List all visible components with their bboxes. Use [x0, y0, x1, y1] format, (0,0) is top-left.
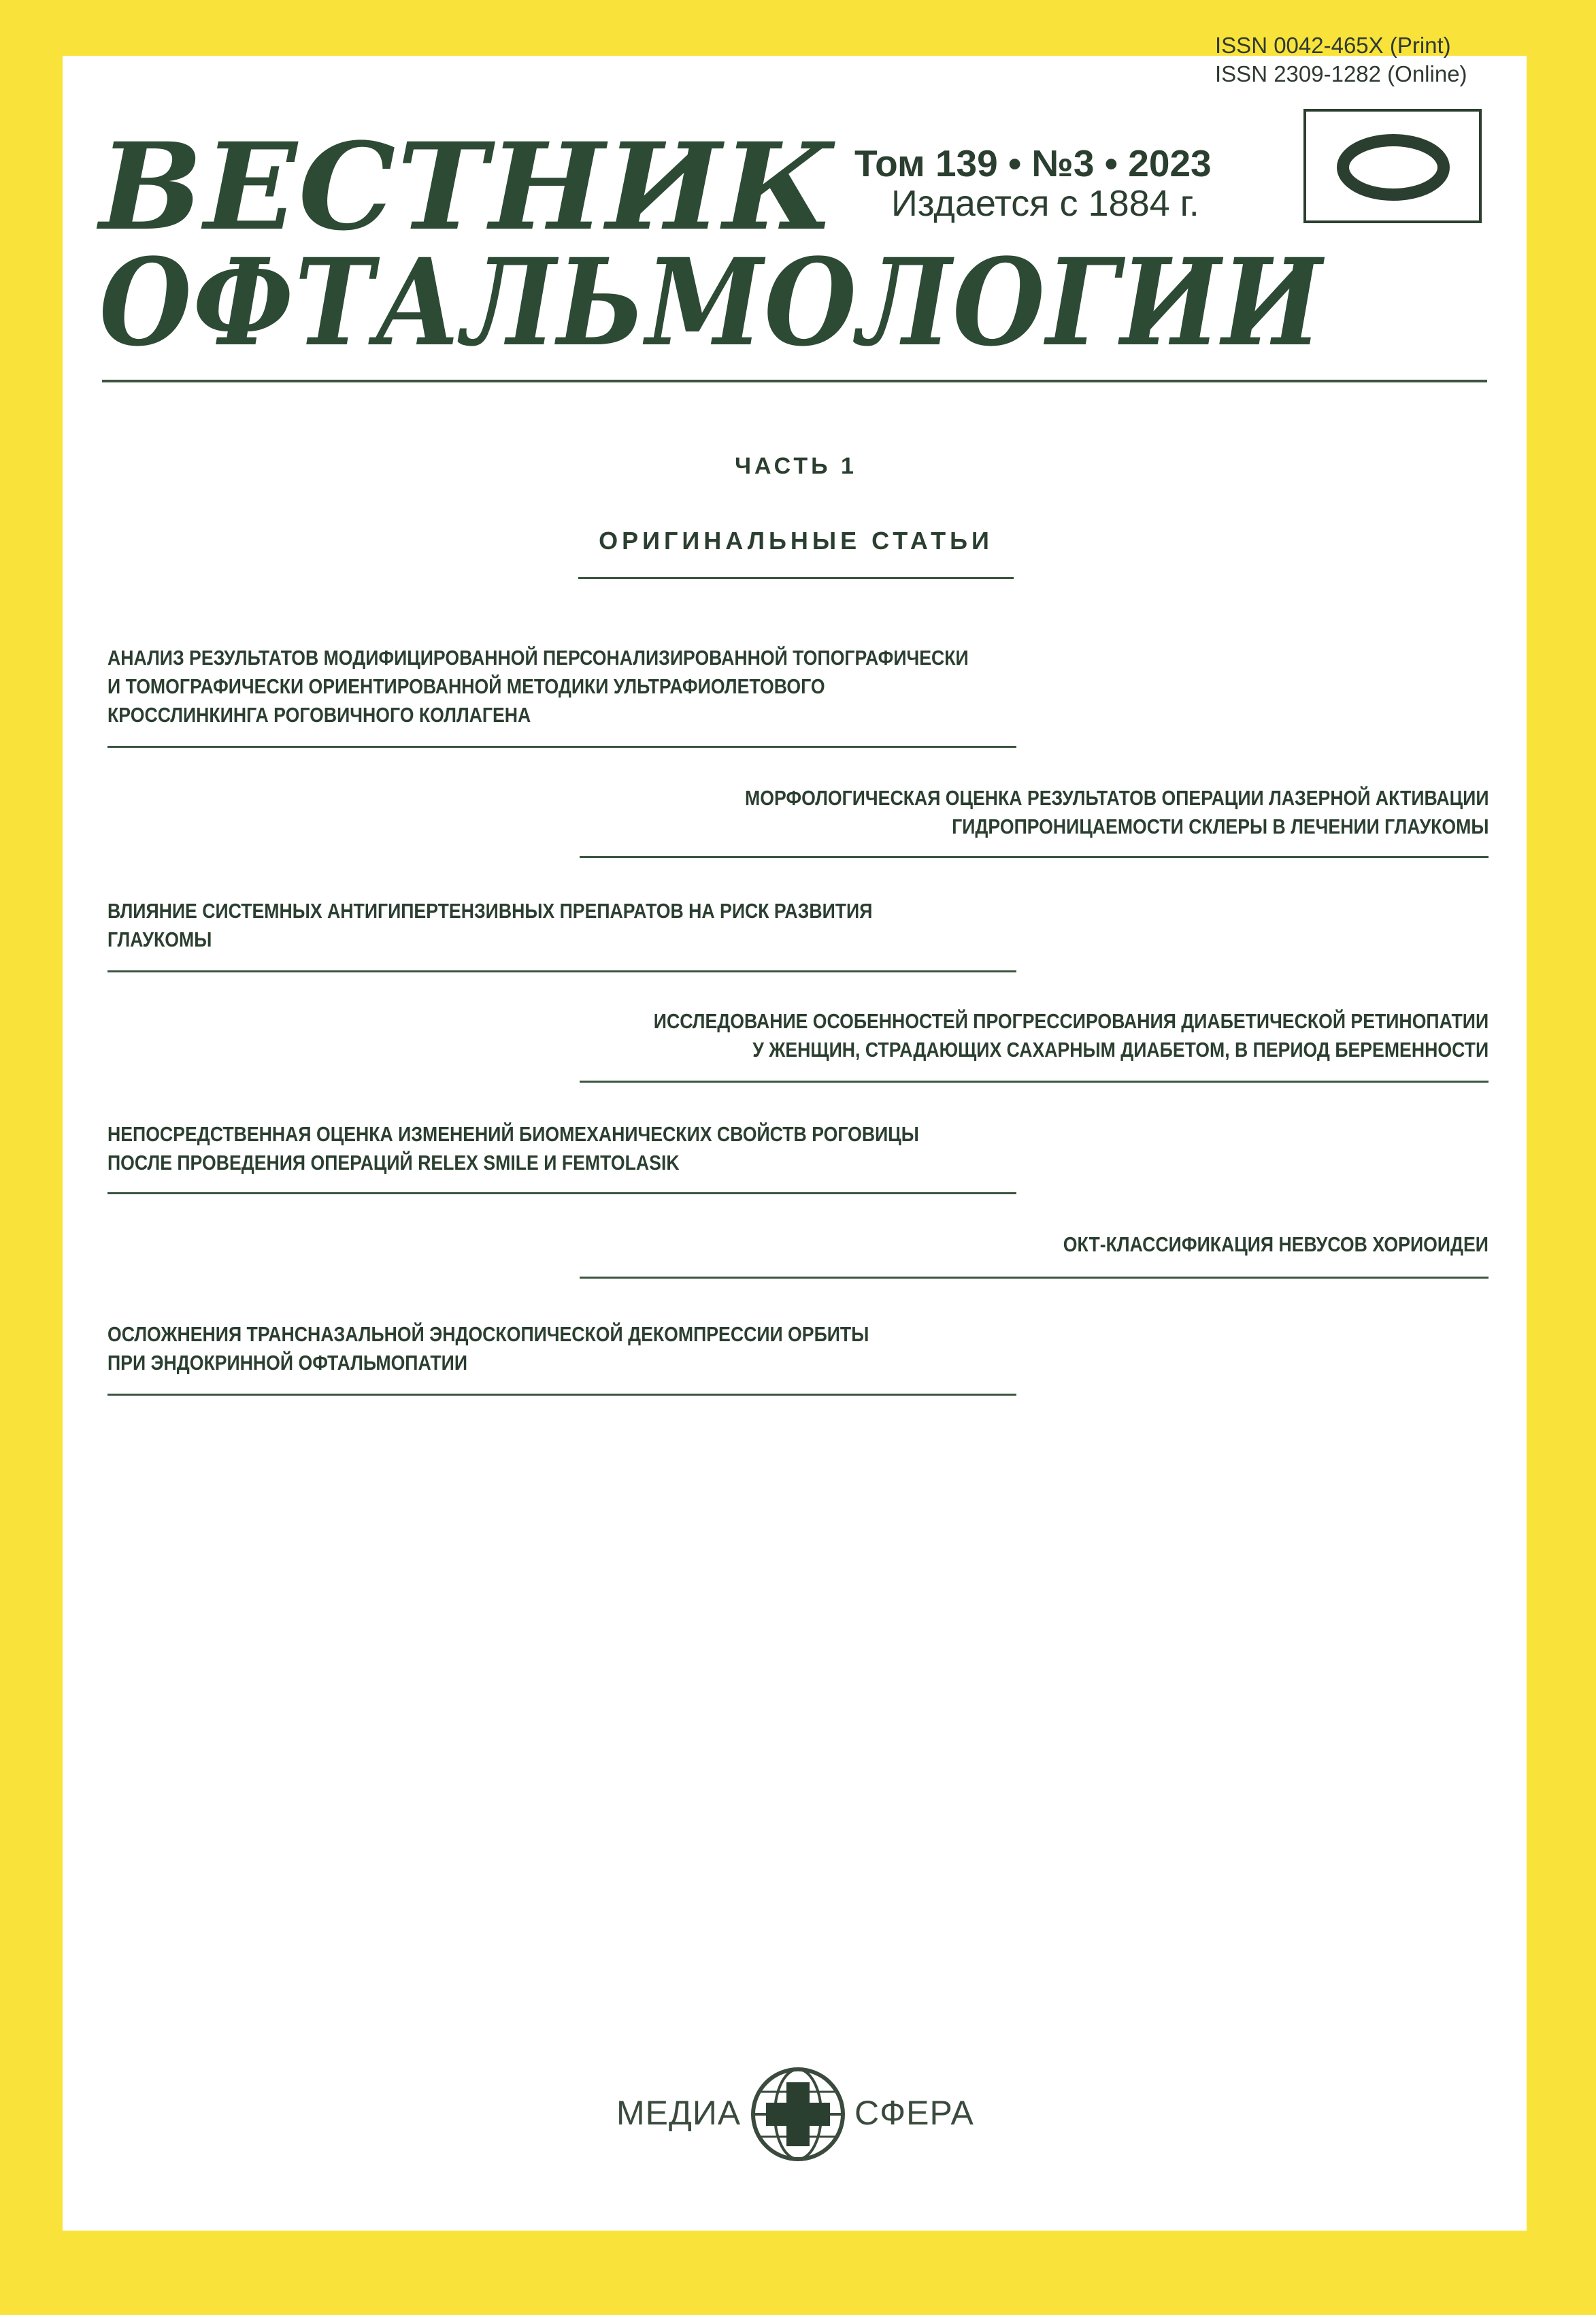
article-title-line: ПОСЛЕ ПРОВЕДЕНИЯ ОПЕРАЦИЙ RELEX SMILE И FEMTOLASIK [107, 1151, 680, 1175]
article-title-line: ИССЛЕДОВАНИЕ ОСОБЕННОСТЕЙ ПРОГРЕССИРОВАНИЯ ДИАБЕТИЧЕСКОЙ РЕТИНОПАТИИ [653, 1009, 1489, 1033]
article-title [107, 1120, 919, 1177]
publisher-logo [616, 2063, 984, 2165]
section-heading: ОРИГИНАЛЬНЫЕ СТАТЬИ [599, 527, 993, 555]
article-title-line: ВЛИЯНИЕ СИСТЕМНЫХ АНТИГИПЕРТЕНЗИВНЫХ ПРЕПАРАТОВ НА РИСК РАЗВИТИЯ [107, 899, 873, 923]
article-rule [580, 1277, 1489, 1279]
publisher-name-left: МЕДИА [616, 2094, 742, 2132]
volume-issue-year: Том 139 • №3 • 2023 [854, 142, 1212, 184]
article-title-line: ОСЛОЖНЕНИЯ ТРАНСНАЗАЛЬНОЙ ЭНДОСКОПИЧЕСКОЙ ДЕКОМПРЕССИИ ОРБИТЫ [107, 1322, 869, 1346]
article-rule [580, 1081, 1489, 1083]
article-title-line: ОКТ-КЛАССИФИКАЦИЯ НЕВУСОВ ХОРИОИДЕИ [1063, 1232, 1489, 1256]
article-title-line: КРОССЛИНКИНГА РОГОВИЧНОГО КОЛЛАГЕНА [107, 703, 531, 727]
article-title-line: ГИДРОПРОНИЦАЕМОСТИ СКЛЕРЫ В ЛЕЧЕНИИ ГЛАУКОМЫ [951, 815, 1489, 838]
article-rule [107, 970, 1016, 972]
journal-title-line2: ОФТАЛЬМОЛОГИИ [99, 232, 1323, 373]
globe-cross-icon [747, 2063, 849, 2165]
article-title [745, 784, 1489, 841]
article-title [654, 1007, 1489, 1064]
masthead-rule [102, 380, 1487, 382]
article-rule [107, 1394, 1016, 1396]
article-title-line: ГЛАУКОМЫ [107, 927, 212, 951]
article-title [107, 1320, 869, 1377]
article-title-line: МОРФОЛОГИЧЕСКАЯ ОЦЕНКА РЕЗУЛЬТАТОВ ОПЕРАЦИИ ЛАЗЕРНОЙ АКТИВАЦИИ [744, 786, 1489, 810]
publisher-name-right: СФЕРА [854, 2094, 974, 2132]
article-title-line: И ТОМОГРАФИЧЕСКИ ОРИЕНТИРОВАННОЙ МЕТОДИКИ УЛЬТРАФИОЛЕТОВОГО [107, 674, 825, 698]
article-title [1063, 1230, 1489, 1259]
part-heading: ЧАСТЬ 1 [735, 453, 857, 479]
journal-title-line1: ВЕСТНИК [99, 116, 835, 257]
article-title [107, 644, 969, 729]
article-title-line: ПРИ ЭНДОКРИННОЙ ОФТАЛЬМОПАТИИ [107, 1351, 468, 1375]
article-rule [107, 1192, 1016, 1194]
article-title [107, 897, 872, 954]
issn-online: ISSN 2309-1282 (Online) [1215, 61, 1467, 86]
eye-icon [1333, 132, 1453, 203]
published-since: Издается с 1884 г. [891, 183, 1199, 224]
issn-block [1215, 31, 1467, 88]
article-rule [107, 746, 1016, 748]
article-rule [580, 856, 1489, 858]
article-title-line: АНАЛИЗ РЕЗУЛЬТАТОВ МОДИФИЦИРОВАННОЙ ПЕРСОНАЛИЗИРОВАННОЙ ТОПОГРАФИЧЕСКИ [107, 646, 969, 670]
section-rule [578, 577, 1014, 579]
article-title-line: У ЖЕНЩИН, СТРАДАЮЩИХ САХАРНЫМ ДИАБЕТОМ, В ПЕРИОД БЕРЕМЕННОСТИ [752, 1038, 1489, 1062]
issn-print: ISSN 0042-465X (Print) [1215, 33, 1451, 58]
eye-logo [1303, 109, 1482, 223]
article-title-line: НЕПОСРЕДСТВЕННАЯ ОЦЕНКА ИЗМЕНЕНИЙ БИОМЕХАНИЧЕСКИХ СВОЙСТВ РОГОВИЦЫ [107, 1122, 919, 1146]
